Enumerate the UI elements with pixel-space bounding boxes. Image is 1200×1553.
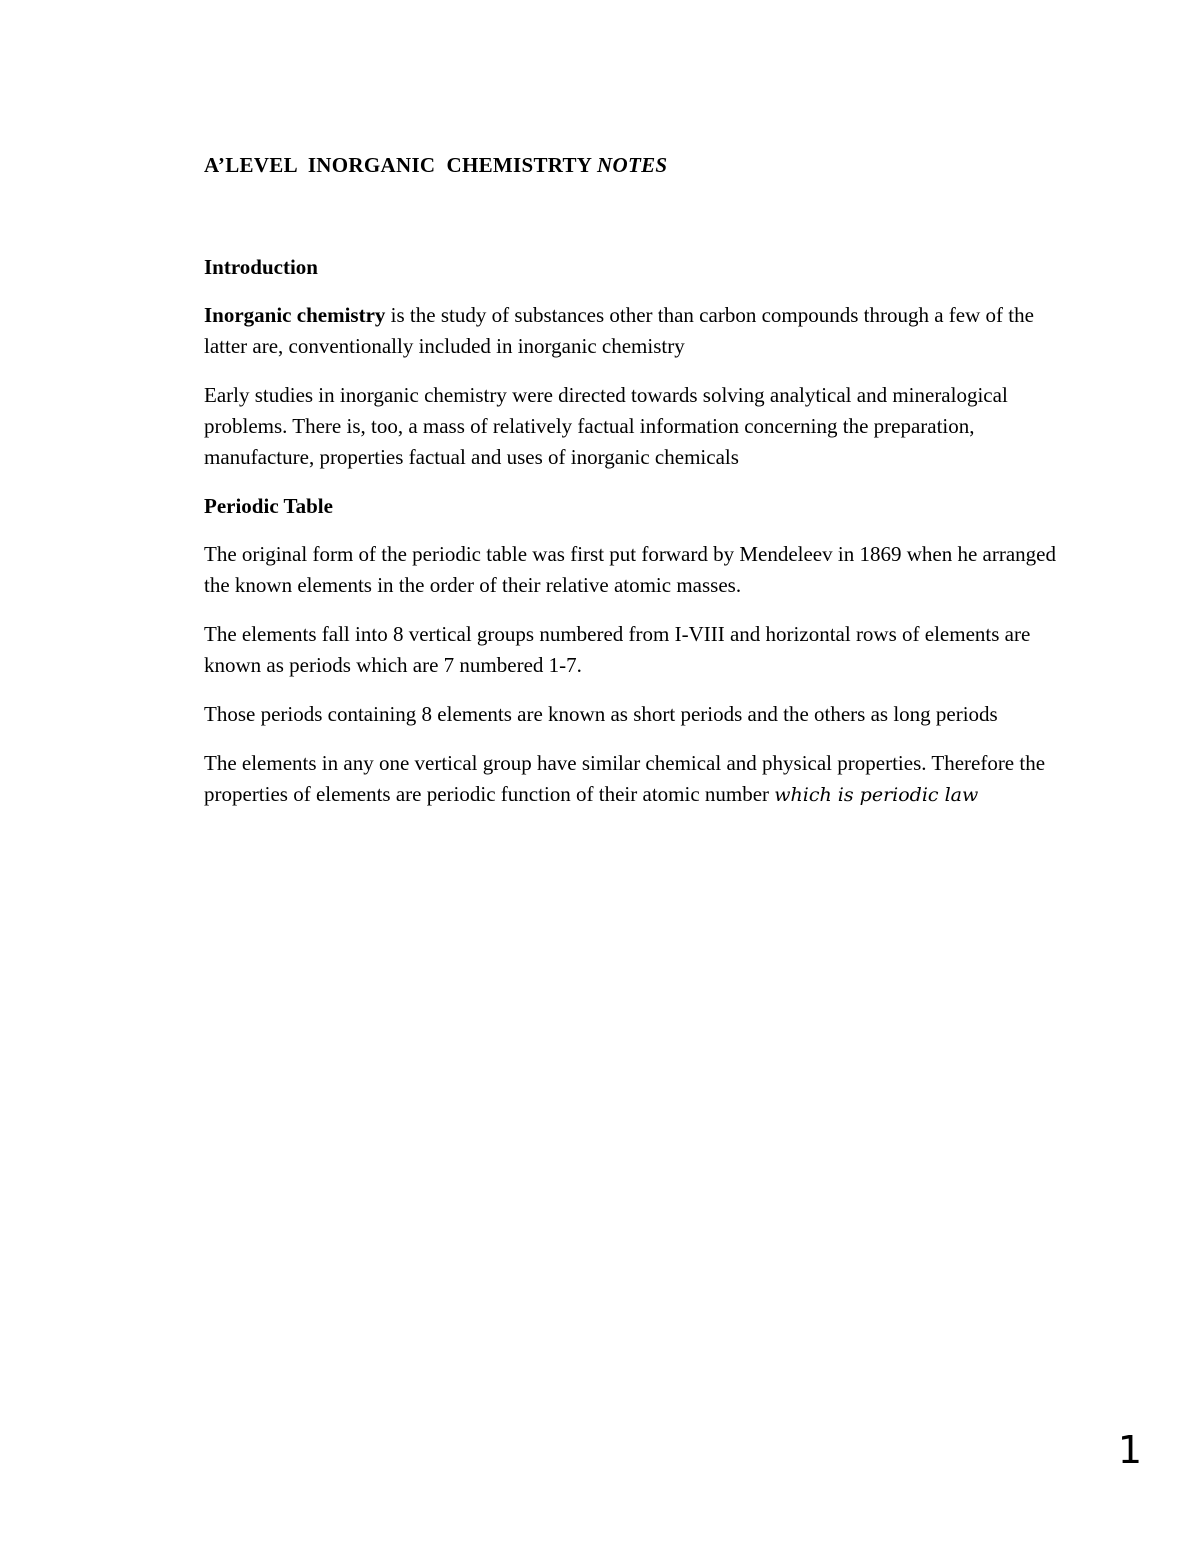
- title-main-text: A’LEVEL INORGANIC CHEMISTRTY: [204, 153, 598, 177]
- periodic-table-paragraph-3: Those periods containing 8 elements are known as short periods and the others as long periods: [204, 702, 998, 726]
- introduction-paragraph-1: [204, 300, 1074, 362]
- title-italic-text: NOTES: [597, 153, 668, 177]
- page-content: [204, 150, 1074, 811]
- periodic-table-paragraph-4: [204, 748, 1074, 811]
- periodic-table-paragraph-4-text: The elements in any one vertical group have similar chemical and physical properties. Therefore the properties of elements are periodic function of their atomic number: [204, 751, 1046, 806]
- periodic-table-paragraph-1: The original form of the periodic table was first put forward by Mendeleev in 1869 when he arranged the known elements in the order of their relative atomic masses.: [204, 542, 1056, 597]
- periodic-table-heading: Periodic Table: [204, 494, 333, 518]
- periodic-table-paragraph-2: The elements fall into 8 vertical groups numbered from I-VIII and horizontal rows of elements are known as periods which are 7 numbered 1-7.: [204, 622, 1031, 677]
- introduction-heading: Introduction: [204, 255, 318, 279]
- inorganic-chemistry-term: Inorganic chemistry: [204, 303, 386, 327]
- page-number: 1: [1117, 1428, 1142, 1472]
- document-title: [204, 150, 1074, 180]
- introduction-paragraph-2: Early studies in inorganic chemistry were directed towards solving analytical and mineralogical problems. There is, too, a mass of relatively factual information concerning the preparation, manufacture, properties factual and uses of inorganic chemicals: [204, 383, 1008, 469]
- periodic-law-phrase: which is periodic law: [774, 784, 979, 806]
- introduction-paragraph-1-text: is the study of substances other than carbon compounds through a few of the latter are, conventionally included in inorganic chemistry: [204, 303, 1034, 358]
